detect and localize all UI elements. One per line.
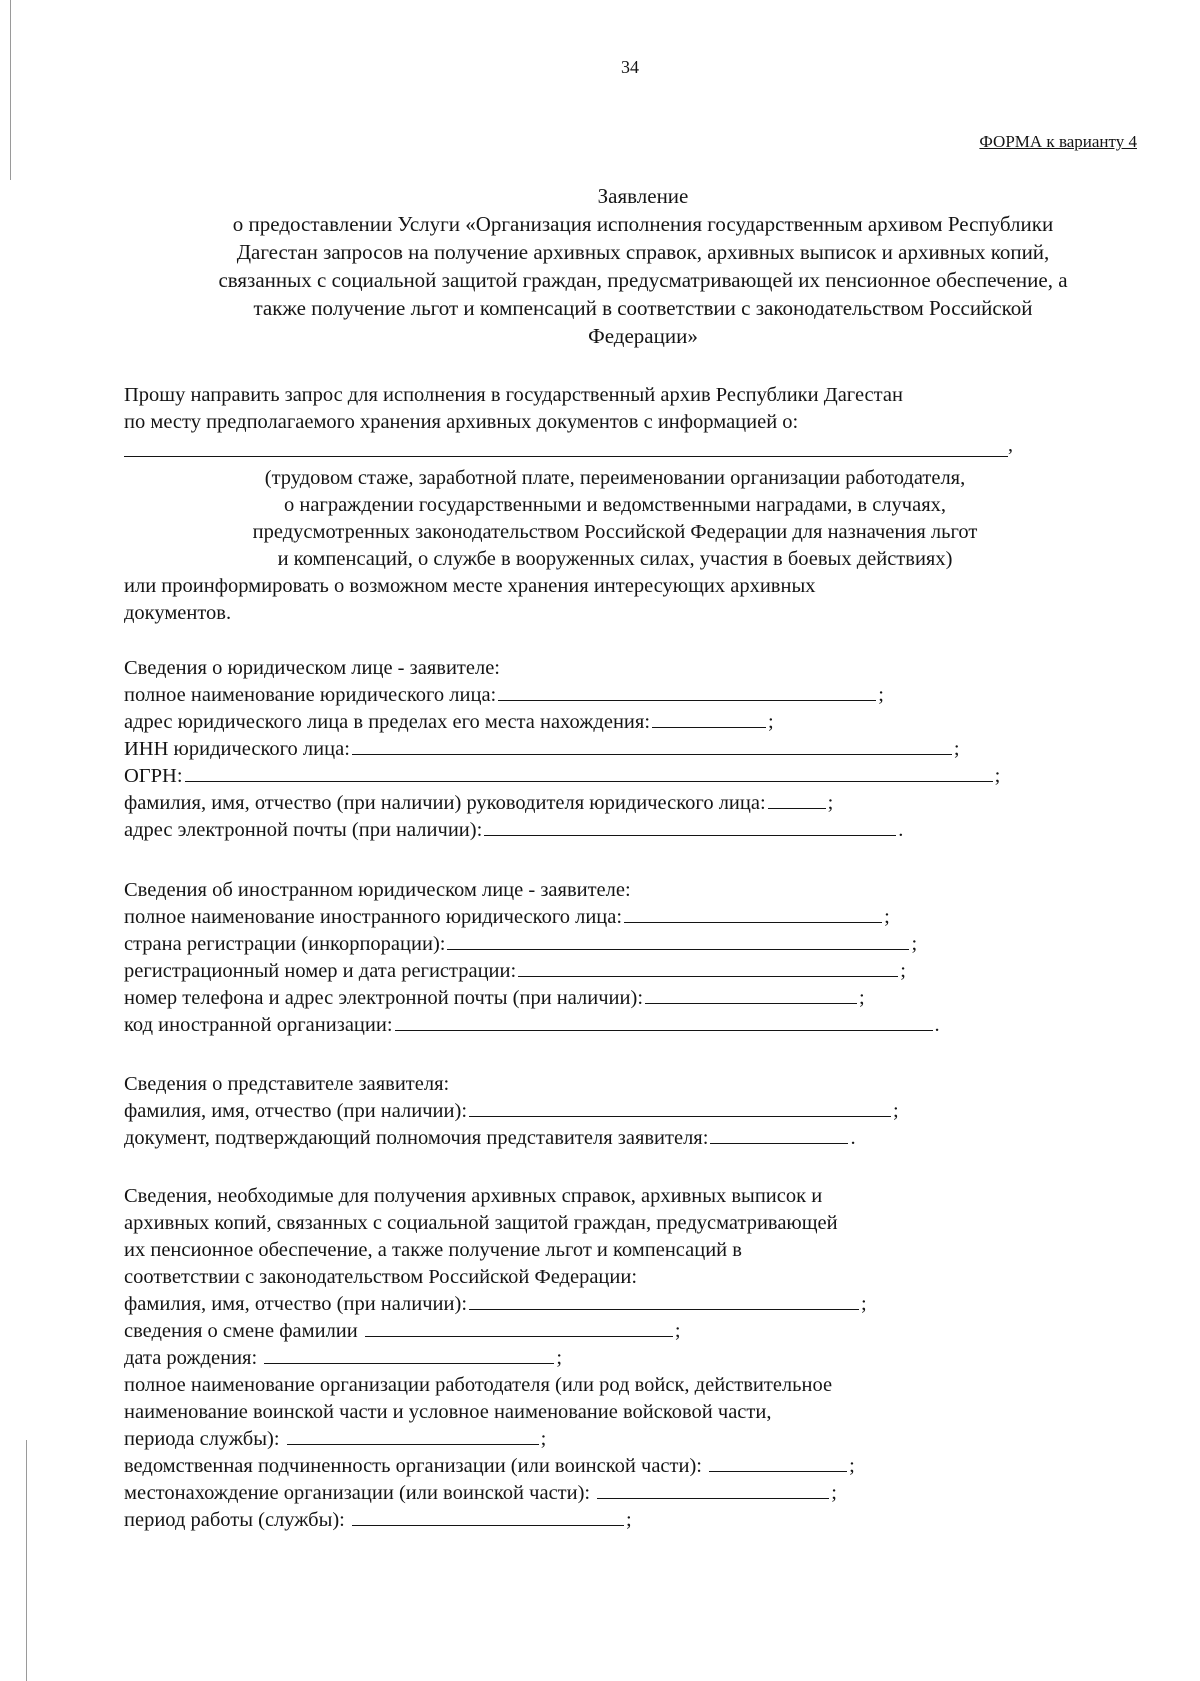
field-legal-entity-address: адрес юридического лица в пределах его места нахождения: ; — [124, 711, 774, 733]
field-label: регистрационный номер и дата регистрации: — [124, 960, 517, 982]
request-line: или проинформировать о возможном месте хранения интересующих архивных — [124, 575, 816, 597]
field-label: сведения о смене фамилии — [124, 1320, 358, 1342]
field-reg-number: регистрационный номер и дата регистрации: ; — [124, 960, 906, 982]
field-legal-entity-email: адрес электронной почты (при наличии): . — [124, 819, 904, 841]
request-line: Прошу направить запрос для исполнения в государственный архив Республики Дагестан — [124, 384, 903, 406]
location-input[interactable] — [597, 1480, 829, 1499]
field-surname-change: сведения о смене фамилии ; — [124, 1320, 681, 1342]
field-foreign-code: код иностранной организации: . — [124, 1014, 940, 1036]
subordination-input[interactable] — [709, 1453, 847, 1472]
title-line: Федерации» — [588, 324, 698, 348]
surname-change-input[interactable] — [365, 1318, 673, 1337]
field-label: местонахождение организации (или воинской части): — [124, 1482, 591, 1504]
comma-mark: , — [1008, 434, 1013, 456]
title-line: Дагестан запросов на получение архивных справок, архивных выписок и архивных копий, — [236, 240, 1050, 264]
field-label: код иностранной организации: — [124, 1014, 393, 1036]
representative-document-input[interactable] — [710, 1125, 848, 1144]
field-label: страна регистрации (инкорпорации): — [124, 933, 446, 955]
field-label: ОГРН: — [124, 765, 183, 787]
field-label: полное наименование юридического лица: — [124, 684, 497, 706]
field-person-name: фамилия, имя, отчество (при наличии): ; — [124, 1293, 867, 1315]
field-label: адрес электронной почты (при наличии): — [124, 819, 483, 841]
employer-input[interactable] — [287, 1426, 539, 1445]
field-label: адрес юридического лица в пределах его места нахождения: — [124, 711, 651, 733]
field-phone-email: номер телефона и адрес электронной почты (при наличии): ; — [124, 987, 865, 1009]
legal-entity-name-input[interactable] — [498, 682, 876, 701]
section-heading-line: архивных копий, связанных с социальной защитой граждан, предусматривающей — [124, 1212, 838, 1234]
field-country: страна регистрации (инкорпорации): ; — [124, 933, 918, 955]
work-period-input[interactable] — [352, 1507, 624, 1526]
field-label: фамилия, имя, отчество (при наличии): — [124, 1293, 468, 1315]
section-heading-representative: Сведения о представителе заявителя: — [124, 1073, 450, 1095]
field-representative-name: фамилия, имя, отчество (при наличии): ; — [124, 1100, 899, 1122]
section-heading-legal-entity: Сведения о юридическом лице - заявителе: — [124, 657, 500, 679]
hint-line: (трудовом стаже, заработной плате, переименовании организации работодателя, — [264, 467, 966, 489]
field-inn: ИНН юридического лица: ; — [124, 738, 960, 760]
section-heading-line: Сведения, необходимые для получения архивных справок, архивных выписок и — [124, 1185, 823, 1207]
field-label: ведомственная подчиненность организации (или воинской части): — [124, 1455, 702, 1477]
field-label: дата рождения: — [124, 1347, 258, 1369]
scan-edge-line — [10, 0, 11, 180]
employer-line: полное наименование организации работодателя (или род войск, действительное — [124, 1374, 833, 1396]
field-label: периода службы): — [124, 1428, 280, 1450]
field-subordination: ведомственная подчиненность организации (или воинской части): ; — [124, 1455, 855, 1477]
field-work-period: период работы (службы): ; — [124, 1509, 632, 1531]
field-label: фамилия, имя, отчество (при наличии): — [124, 1100, 468, 1122]
person-name-input[interactable] — [469, 1291, 859, 1310]
field-service-period: периода службы): ; — [124, 1428, 547, 1450]
hint-line: и компенсаций, о службе в вооруженных силах, участия в боевых действиях) — [277, 548, 953, 570]
legal-entity-email-input[interactable] — [484, 817, 896, 836]
head-name-input[interactable] — [768, 790, 826, 809]
field-label: ИНН юридического лица: — [124, 738, 350, 760]
section-heading-line: соответствии с законодательством Российской Федерации: — [124, 1266, 638, 1288]
field-location: местонахождение организации (или воинской части): ; — [124, 1482, 837, 1504]
title-line: также получение льгот и компенсаций в соответствии с законодательством Российской — [253, 296, 1033, 320]
foreign-code-input[interactable] — [395, 1012, 933, 1031]
info-input-line[interactable] — [124, 456, 1008, 457]
field-label: полное наименование иностранного юридического лица: — [124, 906, 623, 928]
title-line: связанных с социальной защитой граждан, предусматривающей их пенсионное обеспечение, а — [218, 268, 1068, 292]
title-line: о предоставлении Услуги «Организация исполнения государственным архивом Республики — [232, 212, 1054, 236]
form-reference: ФОРМА к варианту 4 — [979, 132, 1137, 151]
field-label: номер телефона и адрес электронной почты (при наличии): — [124, 987, 644, 1009]
representative-name-input[interactable] — [469, 1098, 891, 1117]
section-heading-foreign-entity: Сведения об иностранном юридическом лице - заявителе: — [124, 879, 631, 901]
field-head-name: фамилия, имя, отчество (при наличии) руководителя юридического лица: ; — [124, 792, 834, 814]
field-birth-date: дата рождения: ; — [124, 1347, 563, 1369]
title-heading: Заявление — [597, 184, 689, 208]
hint-line: о награждении государственными и ведомственными наградами, в случаях, — [283, 494, 947, 516]
ogrn-input[interactable] — [185, 763, 993, 782]
phone-email-input[interactable] — [645, 985, 857, 1004]
legal-entity-address-input[interactable] — [652, 709, 766, 728]
field-foreign-entity-name: полное наименование иностранного юридического лица: ; — [124, 906, 890, 928]
country-input[interactable] — [447, 931, 909, 950]
hint-line: предусмотренных законодательством Российской Федерации для назначения льгот — [252, 521, 978, 543]
foreign-entity-name-input[interactable] — [624, 904, 882, 923]
field-label: период работы (службы): — [124, 1509, 345, 1531]
field-legal-entity-name: полное наименование юридического лица: ; — [124, 684, 884, 706]
inn-input[interactable] — [352, 736, 952, 755]
birth-date-input[interactable] — [264, 1345, 554, 1364]
request-line: по месту предполагаемого хранения архивных документов с информацией о: — [124, 411, 799, 433]
employer-line: наименование воинской части и условное наименование войсковой части, — [124, 1401, 772, 1423]
field-label: фамилия, имя, отчество (при наличии) руководителя юридического лица: — [124, 792, 766, 814]
field-representative-document: документ, подтверждающий полномочия представителя заявителя: . — [124, 1127, 856, 1149]
reg-number-input[interactable] — [518, 958, 898, 977]
field-ogrn: ОГРН: ; — [124, 765, 1001, 787]
section-heading-line: их пенсионное обеспечение, а также получение льгот и компенсаций в — [124, 1239, 742, 1261]
scan-edge-line-bottom — [26, 1440, 27, 1681]
document-title — [143, 182, 1143, 350]
page-number: 34 — [621, 57, 639, 77]
request-line: документов. — [124, 602, 232, 624]
field-label: документ, подтверждающий полномочия представителя заявителя: — [124, 1127, 709, 1149]
